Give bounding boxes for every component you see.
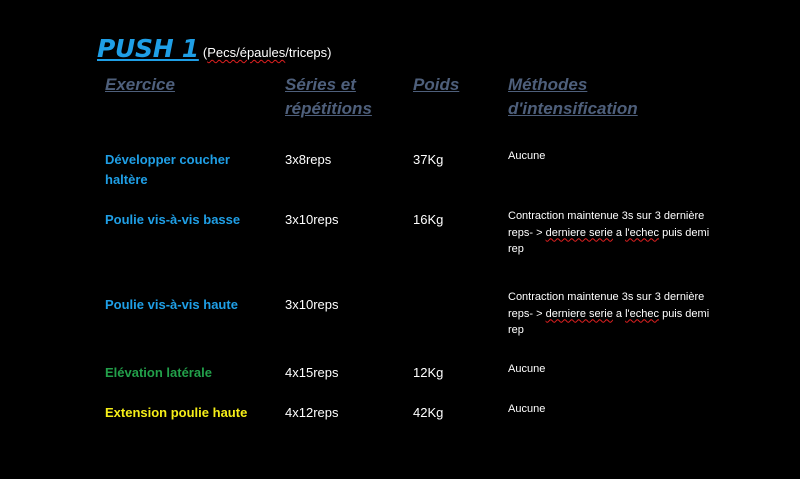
row-1-exercise [105, 150, 230, 190]
row-1-method: Aucune [508, 150, 546, 162]
row-2-method-part-a: Contraction maintenue 3s sur 3 dernière reps- > [508, 210, 705, 239]
header-methods [508, 73, 638, 121]
row-1-weight: 37Kg [413, 152, 444, 167]
row-5-method: Aucune [508, 403, 546, 415]
row-5-exercise: Extension poulie haute [105, 405, 248, 420]
row-2-method-part-e: puis demi rep [508, 226, 710, 255]
row-3-method [508, 289, 713, 339]
subtitle [203, 45, 332, 60]
row-1-exercise-line2: haltère [105, 172, 148, 187]
header-sets-line1: Séries et [285, 75, 356, 94]
row-3-exercise: Poulie vis-à-vis haute [105, 297, 238, 312]
row-2-exercise: Poulie vis-à-vis basse [105, 212, 241, 227]
row-3-method-part-b: derniere serie [545, 307, 613, 320]
subtitle-rest: /triceps) [285, 45, 332, 60]
row-2-method [508, 208, 713, 258]
header-exercise: Exercice [105, 75, 175, 94]
row-3-method-part-c: a [612, 307, 626, 320]
row-2-sets: 3x10reps [285, 212, 339, 227]
row-3-method-part-e: puis demi rep [508, 307, 710, 336]
subtitle-word: Pecs/épaules [207, 45, 286, 60]
row-5-sets: 4x12reps [285, 405, 339, 420]
header-methods-line2: d'intensification [508, 99, 638, 118]
page-title: PUSH 1 [97, 34, 199, 63]
row-4-sets: 4x15reps [285, 365, 339, 380]
row-3-method-part-d: l'echec [625, 307, 660, 320]
row-4-method: Aucune [508, 363, 546, 375]
row-3-method-part-a: Contraction maintenue 3s sur 3 dernière reps- > [508, 291, 705, 320]
row-4-weight: 12Kg [413, 365, 444, 380]
row-3-sets: 3x10reps [285, 297, 339, 312]
header-sets-line2: répétitions [285, 99, 372, 118]
row-2-method-part-b: derniere serie [545, 226, 613, 239]
row-2-method-part-c: a [612, 226, 626, 239]
row-5-weight: 42Kg [413, 405, 444, 420]
subtitle-open: ( [202, 45, 208, 60]
header-sets [285, 73, 372, 121]
row-1-sets: 3x8reps [285, 152, 332, 167]
title-block [97, 34, 332, 63]
row-2-weight: 16Kg [413, 212, 444, 227]
row-4-exercise: Elévation latérale [105, 365, 212, 380]
header-weight: Poids [413, 75, 460, 94]
header-methods-line1: Méthodes [508, 75, 588, 94]
row-2-method-part-d: l'echec [625, 226, 660, 239]
row-1-exercise-line1: Développer coucher [105, 152, 230, 167]
